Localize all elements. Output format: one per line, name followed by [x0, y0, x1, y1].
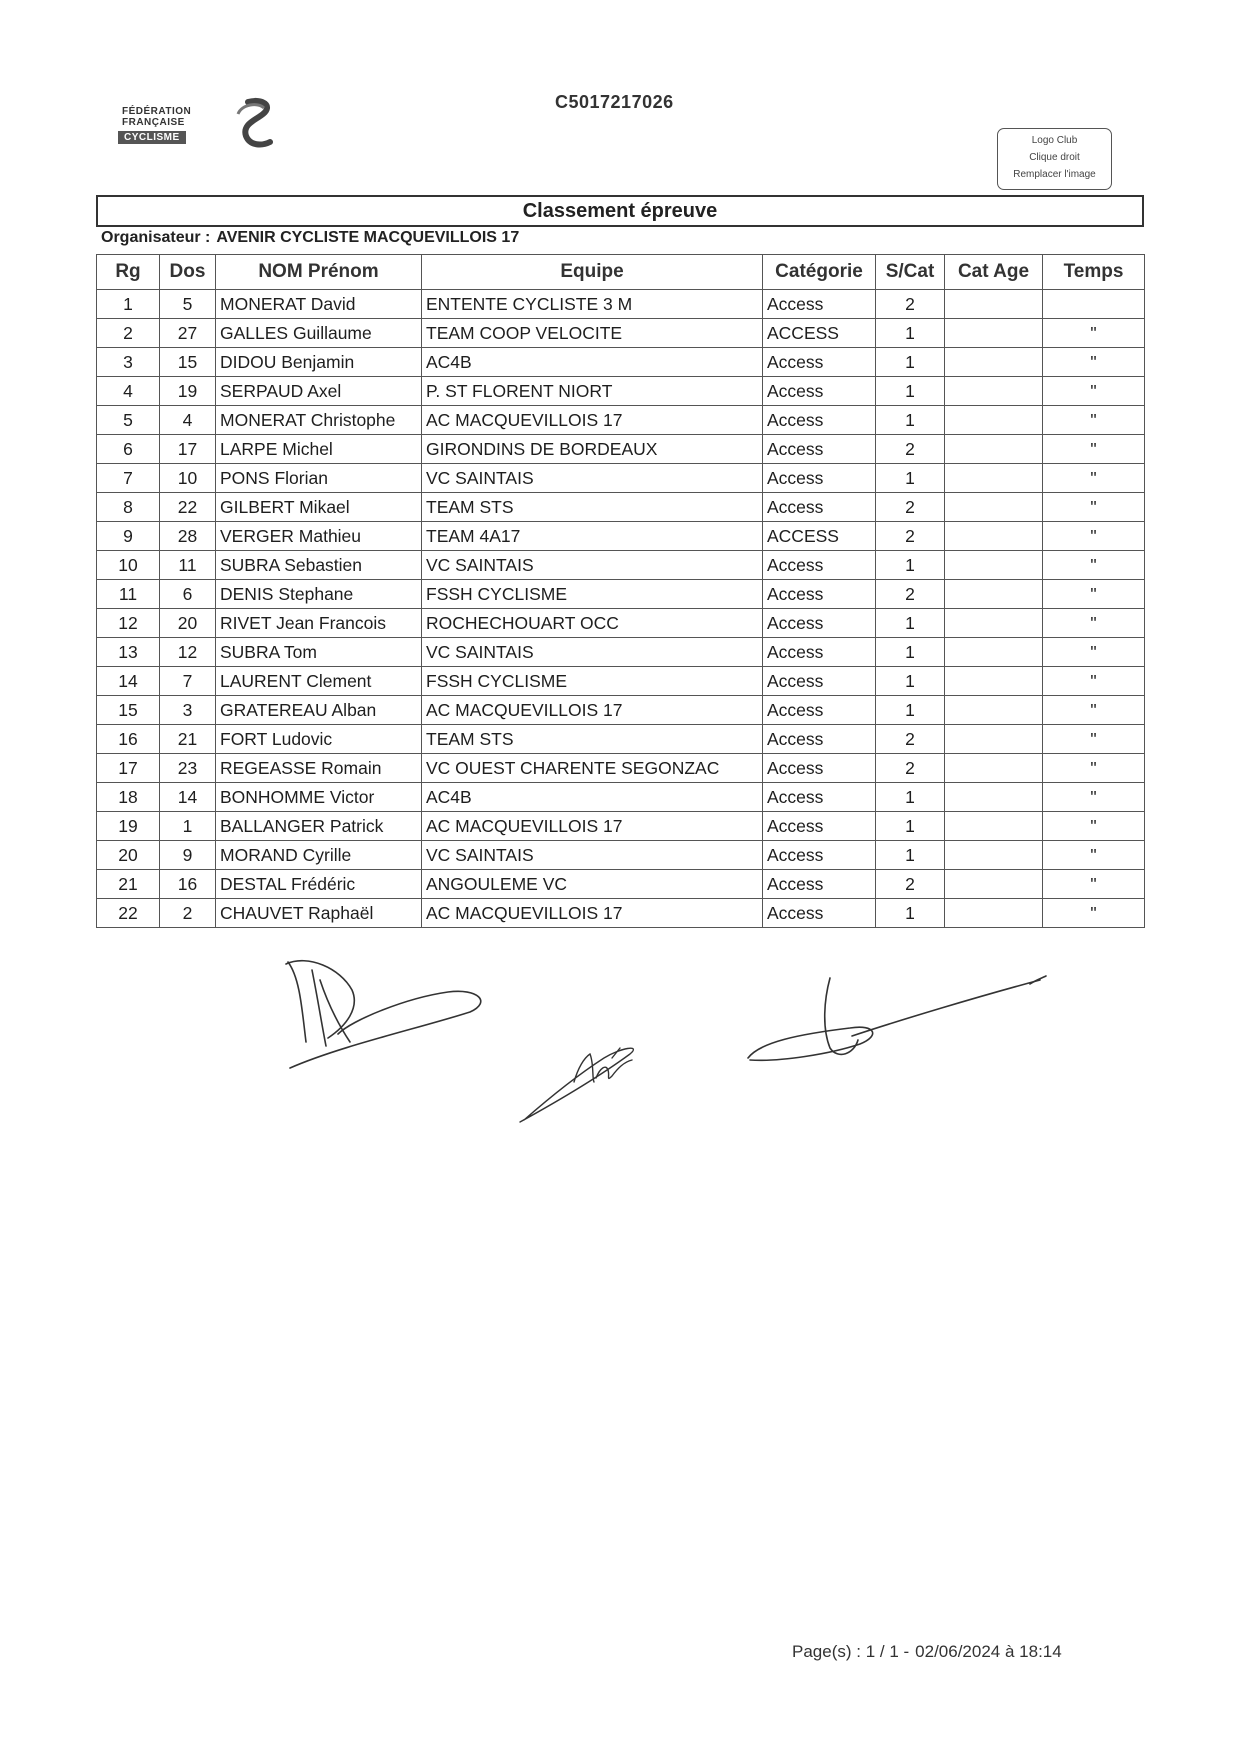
column-header: Equipe: [422, 255, 763, 290]
time-cell: ": [1043, 435, 1145, 464]
table-row: [97, 348, 1145, 377]
name-cell: SUBRA Sebastien: [216, 551, 422, 580]
time-cell: ": [1043, 551, 1145, 580]
time-cell: ": [1043, 783, 1145, 812]
category-cell: Access: [763, 609, 876, 638]
subcat-cell: 2: [876, 435, 945, 464]
team-cell: VC SAINTAIS: [422, 638, 763, 667]
team-cell: ENTENTE CYCLISTE 3 M: [422, 290, 763, 319]
team-cell: ANGOULEME VC: [422, 870, 763, 899]
rank-cell: 1: [97, 290, 160, 319]
table-row: [97, 319, 1145, 348]
table-row: [97, 406, 1145, 435]
footer-datetime: 02/06/2024 à 18:14: [915, 1642, 1062, 1661]
cat-age-cell: [945, 899, 1043, 928]
category-cell: Access: [763, 870, 876, 899]
time-cell: ": [1043, 522, 1145, 551]
bib-cell: 6: [160, 580, 216, 609]
rank-cell: 18: [97, 783, 160, 812]
subcat-cell: 2: [876, 754, 945, 783]
subcat-cell: 1: [876, 667, 945, 696]
logo-swoosh-icon: [218, 96, 278, 158]
signature-3: [748, 976, 1046, 1060]
page-footer: [792, 1642, 1062, 1662]
table-body: [97, 290, 1145, 928]
table-row: [97, 377, 1145, 406]
rank-cell: 12: [97, 609, 160, 638]
table-row: [97, 464, 1145, 493]
table-row: [97, 899, 1145, 928]
name-cell: MORAND Cyrille: [216, 841, 422, 870]
team-cell: ROCHECHOUART OCC: [422, 609, 763, 638]
column-header: Temps: [1043, 255, 1145, 290]
table-row: [97, 580, 1145, 609]
rank-cell: 13: [97, 638, 160, 667]
cat-age-cell: [945, 348, 1043, 377]
table-row: [97, 754, 1145, 783]
subcat-cell: 1: [876, 841, 945, 870]
name-cell: SERPAUD Axel: [216, 377, 422, 406]
cat-age-cell: [945, 377, 1043, 406]
category-cell: Access: [763, 696, 876, 725]
table-row: [97, 551, 1145, 580]
cat-age-cell: [945, 667, 1043, 696]
team-cell: FSSH CYCLISME: [422, 580, 763, 609]
team-cell: AC MACQUEVILLOIS 17: [422, 406, 763, 435]
subcat-cell: 1: [876, 638, 945, 667]
cat-age-cell: [945, 696, 1043, 725]
rank-cell: 4: [97, 377, 160, 406]
table-row: [97, 290, 1145, 319]
subcat-cell: 1: [876, 406, 945, 435]
team-cell: VC SAINTAIS: [422, 841, 763, 870]
subcat-cell: 1: [876, 696, 945, 725]
time-cell: ": [1043, 696, 1145, 725]
subcat-cell: 2: [876, 522, 945, 551]
bib-cell: 21: [160, 725, 216, 754]
bib-cell: 14: [160, 783, 216, 812]
time-cell: ": [1043, 667, 1145, 696]
team-cell: GIRONDINS DE BORDEAUX: [422, 435, 763, 464]
time-cell: ": [1043, 725, 1145, 754]
team-cell: AC4B: [422, 783, 763, 812]
rank-cell: 9: [97, 522, 160, 551]
subcat-cell: 2: [876, 580, 945, 609]
cat-age-cell: [945, 754, 1043, 783]
column-header: Catégorie: [763, 255, 876, 290]
name-cell: MONERAT David: [216, 290, 422, 319]
time-cell: [1043, 290, 1145, 319]
bib-cell: 5: [160, 290, 216, 319]
team-cell: AC MACQUEVILLOIS 17: [422, 812, 763, 841]
category-cell: Access: [763, 638, 876, 667]
bib-cell: 4: [160, 406, 216, 435]
cat-age-cell: [945, 435, 1043, 464]
team-cell: AC MACQUEVILLOIS 17: [422, 899, 763, 928]
subcat-cell: 1: [876, 377, 945, 406]
signatures: [0, 950, 1241, 1150]
subcat-cell: 2: [876, 290, 945, 319]
subcat-cell: 1: [876, 348, 945, 377]
table-row: [97, 725, 1145, 754]
team-cell: TEAM STS: [422, 725, 763, 754]
name-cell: CHAUVET Raphaël: [216, 899, 422, 928]
table-row: [97, 493, 1145, 522]
rank-cell: 22: [97, 899, 160, 928]
cat-age-cell: [945, 522, 1043, 551]
name-cell: VERGER Mathieu: [216, 522, 422, 551]
rank-cell: 5: [97, 406, 160, 435]
cat-age-cell: [945, 841, 1043, 870]
team-cell: AC MACQUEVILLOIS 17: [422, 696, 763, 725]
cat-age-cell: [945, 580, 1043, 609]
table-row: [97, 783, 1145, 812]
subcat-cell: 1: [876, 319, 945, 348]
signature-1: [286, 961, 481, 1068]
subcat-cell: 1: [876, 551, 945, 580]
time-cell: ": [1043, 464, 1145, 493]
cat-age-cell: [945, 290, 1043, 319]
bib-cell: 9: [160, 841, 216, 870]
time-cell: ": [1043, 348, 1145, 377]
time-cell: ": [1043, 638, 1145, 667]
club-logo-line-1: Logo Club: [1031, 135, 1078, 146]
subcat-cell: 2: [876, 493, 945, 522]
bib-cell: 20: [160, 609, 216, 638]
category-cell: Access: [763, 725, 876, 754]
cat-age-cell: [945, 812, 1043, 841]
column-header: NOM Prénom: [216, 255, 422, 290]
name-cell: GRATEREAU Alban: [216, 696, 422, 725]
table-row: [97, 696, 1145, 725]
time-cell: ": [1043, 899, 1145, 928]
cat-age-cell: [945, 725, 1043, 754]
team-cell: TEAM COOP VELOCITE: [422, 319, 763, 348]
table-row: [97, 609, 1145, 638]
name-cell: LAURENT Clement: [216, 667, 422, 696]
table-row: [97, 870, 1145, 899]
name-cell: SUBRA Tom: [216, 638, 422, 667]
category-cell: Access: [763, 899, 876, 928]
team-cell: TEAM STS: [422, 493, 763, 522]
category-cell: ACCESS: [763, 319, 876, 348]
organizer-label: Organisateur :: [101, 229, 211, 246]
bib-cell: 2: [160, 899, 216, 928]
team-cell: TEAM 4A17: [422, 522, 763, 551]
bib-cell: 3: [160, 696, 216, 725]
category-cell: Access: [763, 435, 876, 464]
rank-cell: 7: [97, 464, 160, 493]
team-cell: AC4B: [422, 348, 763, 377]
team-cell: FSSH CYCLISME: [422, 667, 763, 696]
name-cell: FORT Ludovic: [216, 725, 422, 754]
bib-cell: 19: [160, 377, 216, 406]
subcat-cell: 1: [876, 812, 945, 841]
column-header: S/Cat: [876, 255, 945, 290]
subcat-cell: 1: [876, 609, 945, 638]
rank-cell: 15: [97, 696, 160, 725]
team-cell: VC SAINTAIS: [422, 464, 763, 493]
name-cell: DIDOU Benjamin: [216, 348, 422, 377]
category-cell: Access: [763, 377, 876, 406]
bib-cell: 10: [160, 464, 216, 493]
logo-line-1: FÉDÉRATION: [122, 106, 192, 117]
cat-age-cell: [945, 464, 1043, 493]
bib-cell: 23: [160, 754, 216, 783]
time-cell: ": [1043, 493, 1145, 522]
name-cell: BONHOMME Victor: [216, 783, 422, 812]
club-logo-placeholder: [997, 128, 1112, 190]
category-cell: Access: [763, 348, 876, 377]
category-cell: Access: [763, 667, 876, 696]
subcat-cell: 2: [876, 725, 945, 754]
name-cell: LARPE Michel: [216, 435, 422, 464]
cat-age-cell: [945, 406, 1043, 435]
time-cell: ": [1043, 406, 1145, 435]
category-cell: Access: [763, 783, 876, 812]
bib-cell: 12: [160, 638, 216, 667]
rank-cell: 19: [97, 812, 160, 841]
category-cell: Access: [763, 841, 876, 870]
results-table: [96, 254, 1145, 928]
team-cell: VC SAINTAIS: [422, 551, 763, 580]
page-title: Classement épreuve: [96, 195, 1144, 227]
rank-cell: 17: [97, 754, 160, 783]
table-row: [97, 812, 1145, 841]
name-cell: MONERAT Christophe: [216, 406, 422, 435]
category-cell: Access: [763, 493, 876, 522]
bib-cell: 16: [160, 870, 216, 899]
name-cell: RIVET Jean Francois: [216, 609, 422, 638]
rank-cell: 20: [97, 841, 160, 870]
name-cell: GALLES Guillaume: [216, 319, 422, 348]
category-cell: ACCESS: [763, 522, 876, 551]
bib-cell: 27: [160, 319, 216, 348]
column-header: Dos: [160, 255, 216, 290]
bib-cell: 7: [160, 667, 216, 696]
rank-cell: 21: [97, 870, 160, 899]
table-header-row: [97, 255, 1145, 290]
club-logo-line-2: Clique droit: [1029, 152, 1080, 163]
table-row: [97, 841, 1145, 870]
table-row: [97, 638, 1145, 667]
logo-line-3: CYCLISME: [118, 131, 186, 144]
rank-cell: 6: [97, 435, 160, 464]
subcat-cell: 2: [876, 870, 945, 899]
signature-2: [520, 1048, 633, 1122]
rank-cell: 10: [97, 551, 160, 580]
time-cell: ": [1043, 580, 1145, 609]
time-cell: ": [1043, 812, 1145, 841]
category-cell: Access: [763, 464, 876, 493]
ffc-logo: [118, 96, 278, 158]
table-row: [97, 667, 1145, 696]
document-code: C5017217026: [555, 92, 674, 112]
name-cell: DESTAL Frédéric: [216, 870, 422, 899]
rank-cell: 16: [97, 725, 160, 754]
bib-cell: 17: [160, 435, 216, 464]
time-cell: ": [1043, 870, 1145, 899]
subcat-cell: 1: [876, 899, 945, 928]
cat-age-cell: [945, 783, 1043, 812]
name-cell: BALLANGER Patrick: [216, 812, 422, 841]
name-cell: REGEASSE Romain: [216, 754, 422, 783]
bib-cell: 22: [160, 493, 216, 522]
table-row: [97, 522, 1145, 551]
rank-cell: 3: [97, 348, 160, 377]
cat-age-cell: [945, 609, 1043, 638]
team-cell: P. ST FLORENT NIORT: [422, 377, 763, 406]
cat-age-cell: [945, 870, 1043, 899]
organizer-name: AVENIR CYCLISTE MACQUEVILLOIS 17: [216, 229, 520, 246]
cat-age-cell: [945, 319, 1043, 348]
cat-age-cell: [945, 638, 1043, 667]
category-cell: Access: [763, 406, 876, 435]
logo-line-2: FRANÇAISE: [122, 117, 185, 128]
bib-cell: 11: [160, 551, 216, 580]
rank-cell: 14: [97, 667, 160, 696]
time-cell: ": [1043, 319, 1145, 348]
time-cell: ": [1043, 754, 1145, 783]
time-cell: ": [1043, 609, 1145, 638]
category-cell: Access: [763, 754, 876, 783]
time-cell: ": [1043, 377, 1145, 406]
column-header: Cat Age: [945, 255, 1043, 290]
category-cell: Access: [763, 812, 876, 841]
table-row: [97, 435, 1145, 464]
column-header: Rg: [97, 255, 160, 290]
cat-age-cell: [945, 493, 1043, 522]
footer-pages: Page(s) : 1 / 1 -: [792, 1642, 910, 1661]
category-cell: Access: [763, 551, 876, 580]
category-cell: Access: [763, 290, 876, 319]
bib-cell: 1: [160, 812, 216, 841]
subcat-cell: 1: [876, 464, 945, 493]
name-cell: DENIS Stephane: [216, 580, 422, 609]
time-cell: ": [1043, 841, 1145, 870]
rank-cell: 2: [97, 319, 160, 348]
bib-cell: 28: [160, 522, 216, 551]
name-cell: PONS Florian: [216, 464, 422, 493]
cat-age-cell: [945, 551, 1043, 580]
rank-cell: 8: [97, 493, 160, 522]
club-logo-line-3: Remplacer l'image: [1013, 169, 1096, 180]
team-cell: VC OUEST CHARENTE SEGONZAC: [422, 754, 763, 783]
organizer: [101, 229, 519, 247]
name-cell: GILBERT Mikael: [216, 493, 422, 522]
category-cell: Access: [763, 580, 876, 609]
rank-cell: 11: [97, 580, 160, 609]
subcat-cell: 1: [876, 783, 945, 812]
bib-cell: 15: [160, 348, 216, 377]
